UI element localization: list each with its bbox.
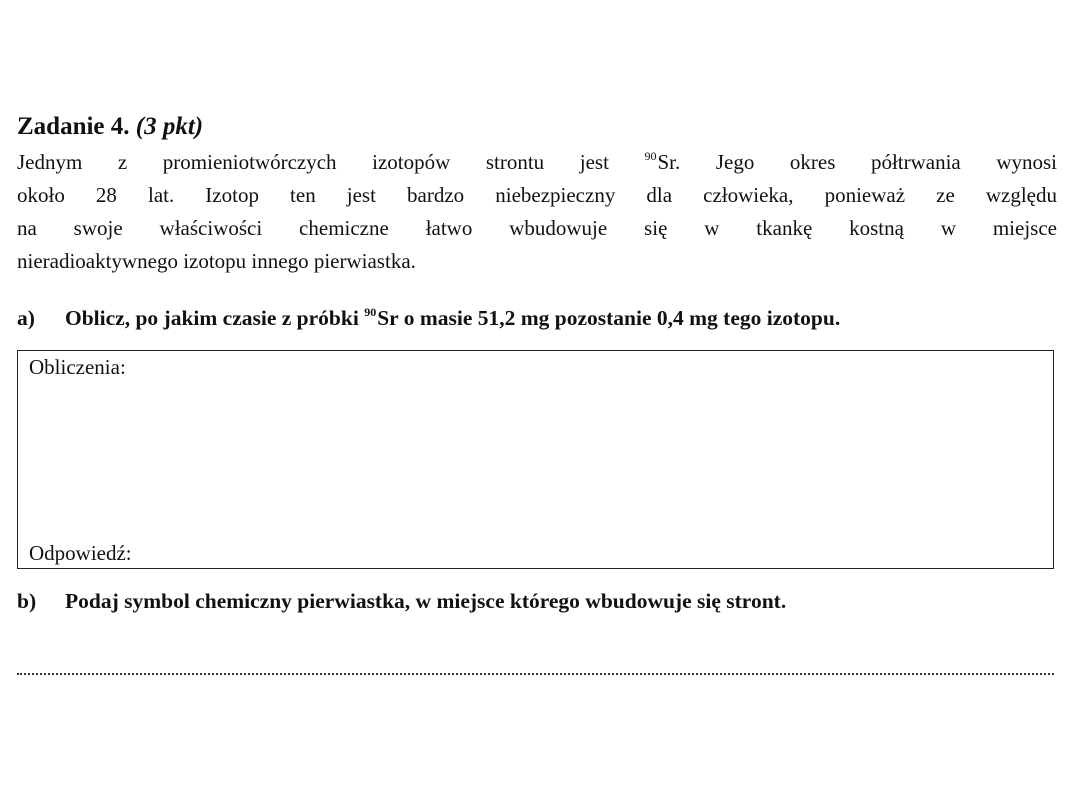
intro-line-2: około 28 lat. Izotop ten jest bardzo niebezpieczny dla człowieka, ponieważ ze względu: [17, 183, 1057, 207]
question-a-isotope-mass: 90: [364, 305, 377, 319]
question-a-text-after: Sr o masie 51,2 mg pozostanie 0,4 mg tego izotopu.: [377, 306, 841, 330]
answer-box[interactable]: [17, 350, 1054, 569]
intro-line-3: na swoje właściwości chemiczne łatwo wbudowuje się w tkankę kostną w miejsce: [17, 216, 1057, 240]
answer-dotted-line[interactable]: [17, 673, 1054, 675]
answer-label: Odpowiedź:: [29, 541, 132, 565]
question-b-text: Podaj symbol chemiczny pierwiastka, w miejsce którego wbudowuje się stront.: [65, 589, 787, 613]
task-points: (3 pkt): [135, 113, 204, 140]
task-page: [17, 110, 1057, 675]
task-intro-text: [17, 146, 1057, 278]
intro-line-1: [17, 146, 1057, 179]
intro-line-1-after: Sr. Jego okres półtrwania wynosi: [657, 150, 1057, 174]
question-a-letter: a): [17, 306, 35, 330]
task-heading: [17, 110, 1057, 144]
calculations-label: Obliczenia:: [29, 355, 126, 379]
question-b: [17, 583, 1057, 619]
question-a-text-before: Oblicz, po jakim czasie z próbki: [65, 306, 359, 330]
intro-line-1-before: Jednym z promieniotwórczych izotopów strontu jest: [17, 150, 609, 174]
isotope-mass-number: 90: [644, 149, 657, 163]
question-a-text: [65, 300, 840, 336]
question-a: [17, 300, 1057, 336]
question-b-letter: b): [17, 589, 37, 613]
intro-line-4: nieradioaktywnego izotopu innego pierwiastka.: [17, 249, 416, 273]
task-title: Zadanie 4.: [17, 113, 130, 140]
